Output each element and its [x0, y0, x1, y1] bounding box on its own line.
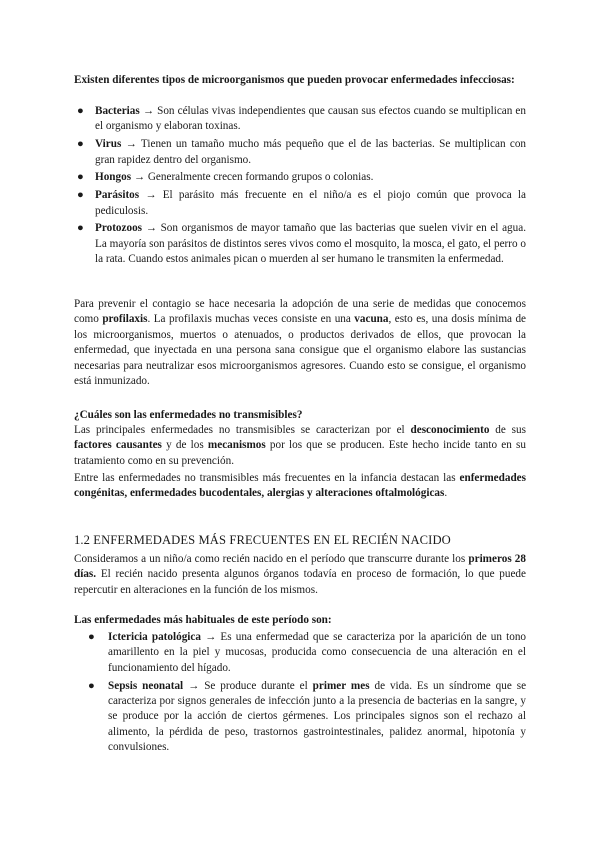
term: Parásitos [95, 189, 140, 202]
bold-term: enfermedades congénitas, enfermedades bucodentales, alergias y alteraciones oftalmológicas [74, 472, 526, 500]
bold-term: desconocimiento [410, 424, 490, 436]
arrow-icon: → [145, 189, 157, 202]
bold-term: vacuna [354, 313, 389, 326]
list-item [74, 170, 526, 185]
bold-term: factores causantes [74, 439, 162, 452]
description: El parásito más frecuente en el niño/a es el piojo común que provoca la pediculosis. [95, 189, 526, 217]
description: Son células vivas independientes que causan sus efectos cuando se multiplican en el organismo y elaboran toxinas. [95, 105, 526, 133]
term: Protozoos [95, 222, 143, 235]
description: Generalmente crecen formando grupos o colonias. [145, 171, 374, 184]
description: de vida. Es un síndrome que se caracteriza por signos generales de infección junto a la presencia de bacterias en la sangre, y se produce por la acción de ciertos gérmenes. Los principales signos son el rechazo al alimento, la pérdida de peso, trastornos gastrointestinales, palidez anormal, hipotonía y convulsiones. [108, 679, 527, 754]
non-transmissible-paragraph-2: Entre las enfermedades no transmisibles más frecuentes en la infancia destacan las enfermedades congénitas, enfermedades bucodentales, alergias y alteraciones oftalmológicas. [74, 472, 526, 500]
bullet-icon: ● [77, 222, 84, 235]
arrow-icon: → [145, 222, 157, 235]
bold-term: primeros 28 días. [74, 553, 526, 581]
bullet-icon: ● [77, 105, 84, 117]
list-item: ● Sepsis neonatal → Se produce durante el primer mes de vida. Es un síndrome que se caracteriza por signos generales de infección junto a la presencia de bacterias en la sangre, y se produce por la acción de ciertos gérmenes. Los principales signos son el rechazo al alimento, la pérdida de peso, trastornos gastrointestinales, palidez anormal, hipotonía y convulsiones. [88, 679, 527, 754]
term: Ictericia patológica [108, 631, 201, 643]
list-item [74, 188, 526, 219]
section-paragraph: Consideramos a un niño/a como recién nacido en el período que transcurre durante los primeros 28 días. El recién nacido presenta algunos órganos todavía en proceso de formación, lo que puede repercutir en alteraciones en la función de los mismos. [74, 553, 526, 596]
bold-term: primer mes [312, 679, 370, 692]
term: Bacterias [95, 105, 140, 117]
description: Son organismos de mayor tamaño que las bacterias que suelen vivir en el agua. La mayoría son parásitos de distintos seres vivos como el mosquito, la mosca, el gato, el perro o la rata. Cuando estos animales pican o muerden al ser humano le transmiten la enfermedad. [95, 222, 527, 266]
description: Es una enfermedad que se caracteriza por la aparición de un tono amarillento en la piel y mucosas, producida como consecuencia de una alteración en el funcionamiento del hígado. [108, 631, 527, 674]
term: Hongos [95, 171, 132, 184]
microorganism-list [74, 104, 526, 270]
arrow-icon: → [133, 171, 146, 184]
intro-heading: Existen diferentes tipos de microorganismos que pueden provocar enfermedades infecciosas: [74, 74, 515, 86]
arrow-icon: → [142, 105, 155, 117]
newborn-heading: Las enfermedades más habituales de este período son: [74, 614, 332, 626]
bold-term: mecanismos [207, 439, 266, 452]
non-transmissible-paragraph-1: Las principales enfermedades no transmisibles se caracterizan por el desconocimiento de sus factores causantes y de los mecanismos por los que se producen. Este hecho incide tanto en su tratamiento como en su prevención. [74, 424, 526, 467]
list-item [74, 137, 526, 168]
arrow-icon: → [125, 138, 137, 151]
description: Tienen un tamaño mucho más pequeño que el de las bacterias. Se multiplican con gran rapidez dentro del organismo. [95, 138, 527, 166]
list-item [74, 630, 526, 676]
arrow-icon: → [205, 631, 217, 643]
section-title: 1.2 ENFERMEDADES MÁS FRECUENTES EN EL RECIÉN NACIDO [74, 533, 451, 547]
term: Sepsis neonatal [108, 679, 184, 692]
arrow-icon: → [188, 679, 200, 692]
newborn-disease-list [74, 630, 526, 758]
prevention-paragraph: Para prevenir el contagio se hace necesaria la adopción de una serie de medidas que conocemos como profilaxis. La profilaxis muchas veces consiste en una vacuna, esto es, una dosis mínima de los microorganismos, muertos o atenuados, o productos derivados de ellos, que provocan la enfermedad, que inyectada en una persona sana consigue que el organismo elabore las sustancias necesarias para neutralizar esos microorganismos agresores. Cuando esto se consigue, el organismo está inmunizado. [74, 298, 526, 388]
bullet-icon: ● [77, 189, 84, 202]
bullet-icon: ● [88, 679, 95, 692]
bullet-icon: ● [77, 171, 84, 184]
bullet-icon: ● [88, 631, 95, 643]
term: Virus [95, 138, 122, 151]
list-item [74, 104, 526, 135]
non-transmissible-heading: ¿Cuáles son las enfermedades no transmisibles? [74, 409, 303, 421]
bold-term: profilaxis [102, 313, 148, 326]
bullet-icon: ● [77, 138, 84, 151]
list-item [74, 221, 526, 267]
